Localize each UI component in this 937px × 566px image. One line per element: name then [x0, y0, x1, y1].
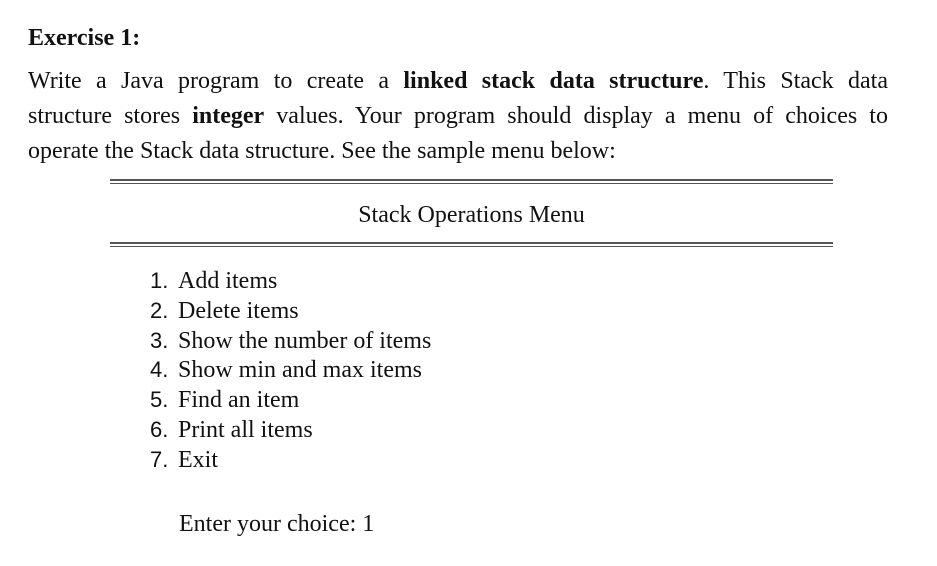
- description-line-2: structure stores integer values. Your program should display a menu of choices to: [28, 103, 888, 129]
- menu-item-number: 4.: [150, 357, 169, 383]
- menu-item-label: Find an item: [178, 387, 300, 414]
- menu-item-label: Print all items: [178, 416, 313, 443]
- emphasis-integer: integer: [192, 103, 265, 129]
- choice-prompt: Enter your choice: 1: [179, 511, 375, 537]
- menu-title: Stack Operations Menu: [358, 202, 585, 228]
- menu-item-find: [150, 385, 431, 415]
- menu-item-min-max: [150, 355, 431, 385]
- menu-item-label: Show min and max items: [178, 357, 422, 384]
- menu-item-label: Add items: [178, 268, 278, 294]
- menu-item-print: [150, 415, 431, 445]
- menu-item-label: Exit: [178, 446, 218, 473]
- menu-options-list: [150, 266, 431, 475]
- menu-item-number: 7.: [150, 446, 169, 472]
- menu-item-count: [150, 326, 431, 356]
- menu-item-number: 5.: [150, 387, 169, 413]
- menu-item-number: 3.: [150, 327, 169, 353]
- description-line-3: operate the Stack data structure. See the sample menu below:: [28, 138, 616, 164]
- menu-item-exit: [150, 445, 431, 475]
- emphasis-linked-stack: linked stack data structure: [403, 68, 704, 94]
- exercise-heading: Exercise 1:: [28, 25, 141, 51]
- double-rule-top: [110, 179, 833, 181]
- description-line-1: Write a Java program to create a linked stack data structure. This Stack data: [28, 68, 888, 94]
- exercise-description: [28, 64, 888, 169]
- menu-item-number: 6.: [150, 416, 169, 442]
- menu-item-label: Show the number of items: [178, 327, 432, 354]
- menu-item-number: 2.: [150, 297, 169, 323]
- menu-item-delete: [150, 296, 431, 326]
- menu-item-number: 1.: [150, 268, 169, 293]
- menu-item-add: [150, 266, 431, 296]
- double-rule-bottom: [110, 242, 833, 244]
- menu-item-label: Delete items: [178, 297, 299, 324]
